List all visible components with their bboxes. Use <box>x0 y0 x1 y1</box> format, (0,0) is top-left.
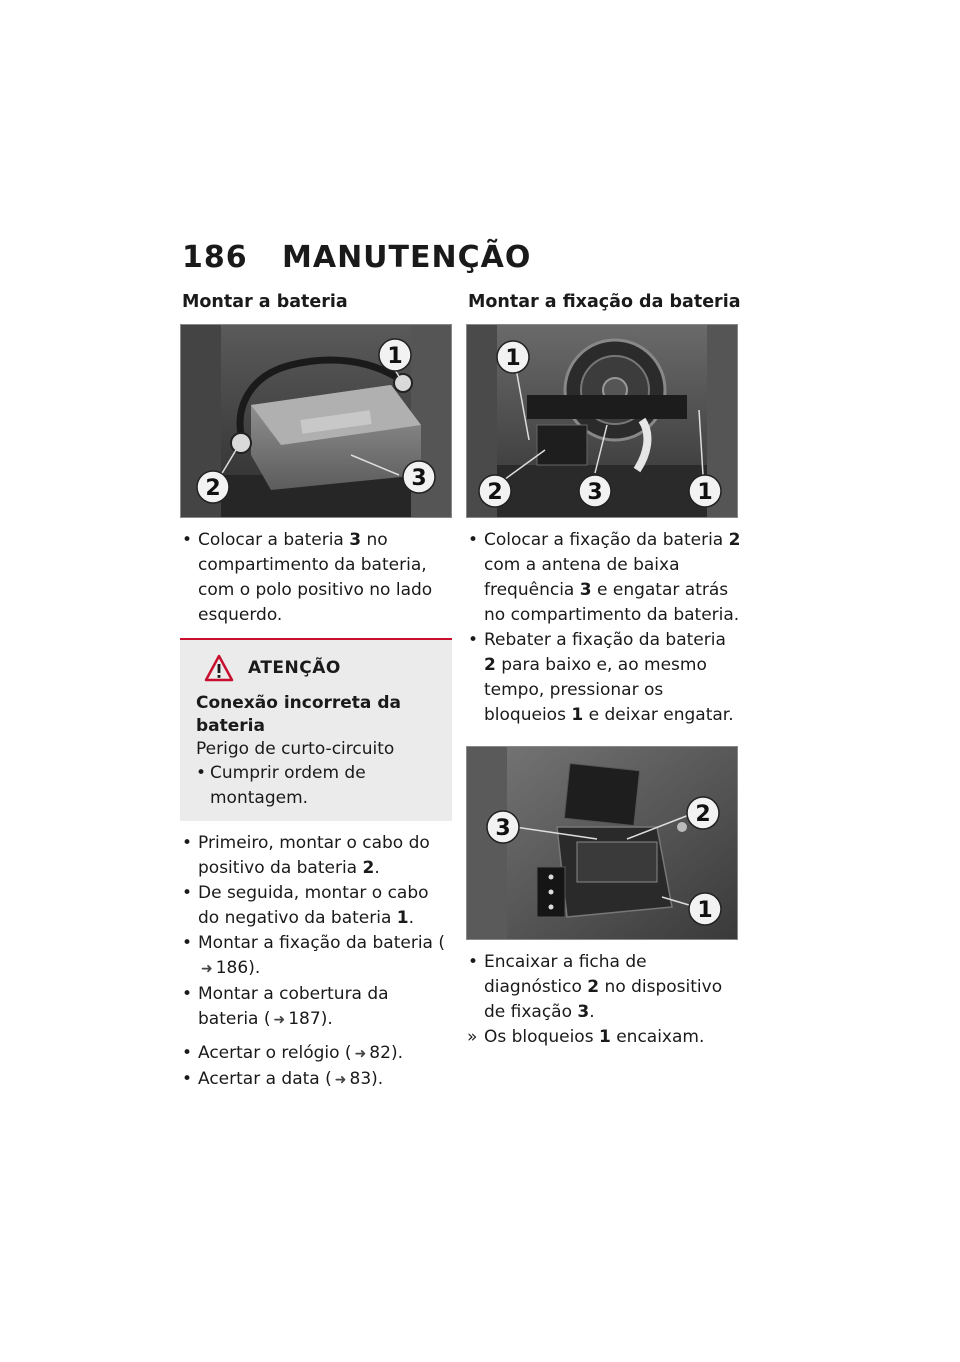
page-ref-arrow-icon: ➜ <box>273 1012 286 1028</box>
callout-1: 1 <box>387 344 403 369</box>
right-column <box>466 290 742 1050</box>
callout-1: 1 <box>697 898 713 923</box>
list-item: • Cumprir ordem de montagem. <box>196 761 436 811</box>
list-item: • Colocar a bateria 3 no compartimento da bateria, com o polo positivo no lado esquerdo. <box>180 528 452 628</box>
callout-1: 1 <box>505 346 521 371</box>
list-item: • De seguida, montar o cabo do negativo da bateria 1. <box>180 881 452 931</box>
callout-3: 3 <box>495 816 511 841</box>
callout-2: 2 <box>487 480 503 505</box>
list-item: • Acertar a data ( ➜ 83). <box>180 1067 452 1093</box>
battery-fixation-photo <box>466 324 738 518</box>
warning-heading: Conexão incorreta da bateria <box>196 693 401 736</box>
step-list-3 <box>466 528 742 728</box>
diagnostic-plug-photo <box>466 746 738 940</box>
warning-triangle-icon <box>204 654 234 682</box>
result-item: » Os bloqueios 1 encaixam. <box>466 1025 742 1050</box>
list-item: • Montar a fixação da bateria (➜ 186). <box>180 931 452 982</box>
page-link[interactable]: 186 <box>215 958 249 978</box>
page-link[interactable]: 83 <box>349 1069 372 1089</box>
page-link[interactable]: 187 <box>288 1009 321 1029</box>
page-header <box>182 240 531 280</box>
warning-box <box>180 638 452 821</box>
warning-title: ATENÇÃO <box>248 658 341 678</box>
step-list-4 <box>466 950 742 1050</box>
list-item: • Primeiro, montar o cabo do positivo da bateria 2. <box>180 831 452 881</box>
page-ref-arrow-icon: ➜ <box>334 1072 347 1088</box>
page-link[interactable]: 82 <box>369 1043 391 1063</box>
step-list-2 <box>180 831 452 1093</box>
left-column <box>180 290 452 1093</box>
section-title-montar-fixacao: Montar a fixação da bateria <box>468 292 741 312</box>
step-list-1 <box>180 528 452 628</box>
list-item: • Colocar a fixação da bateria 2 com a antena de baixa frequência 3 e engatar atrás no compartimento da bateria. <box>466 528 742 628</box>
page-ref-arrow-icon: ➜ <box>201 961 213 977</box>
page-number: 186 <box>182 240 248 275</box>
callout-3: 3 <box>587 480 603 505</box>
page-ref-arrow-icon: ➜ <box>354 1046 367 1062</box>
diagnostic-illustration <box>467 747 737 939</box>
fixation-illustration <box>467 325 737 517</box>
callout-1b: 1 <box>697 480 713 505</box>
list-item: • Montar a cobertura da bateria ( ➜ 187). <box>180 982 452 1033</box>
chapter-title: MANUTENÇÃO <box>282 240 532 275</box>
warning-text: Perigo de curto-circuito <box>196 739 395 759</box>
callout-2: 2 <box>695 802 711 827</box>
callout-3: 3 <box>411 466 427 491</box>
list-item: • Encaixar a ficha de diagnóstico 2 no dispositivo de fixação 3. <box>466 950 742 1025</box>
section-title-montar-bateria: Montar a bateria <box>182 292 348 312</box>
battery-photo <box>180 324 452 518</box>
battery-illustration <box>181 325 451 517</box>
callout-2: 2 <box>205 476 221 501</box>
list-item: • Rebater a fixação da bateria 2 para baixo e, ao mesmo tempo, pressionar os bloqueios 1 e deixar engatar. <box>466 628 742 728</box>
list-item: • Acertar o relógio ( ➜ 82). <box>180 1041 452 1067</box>
